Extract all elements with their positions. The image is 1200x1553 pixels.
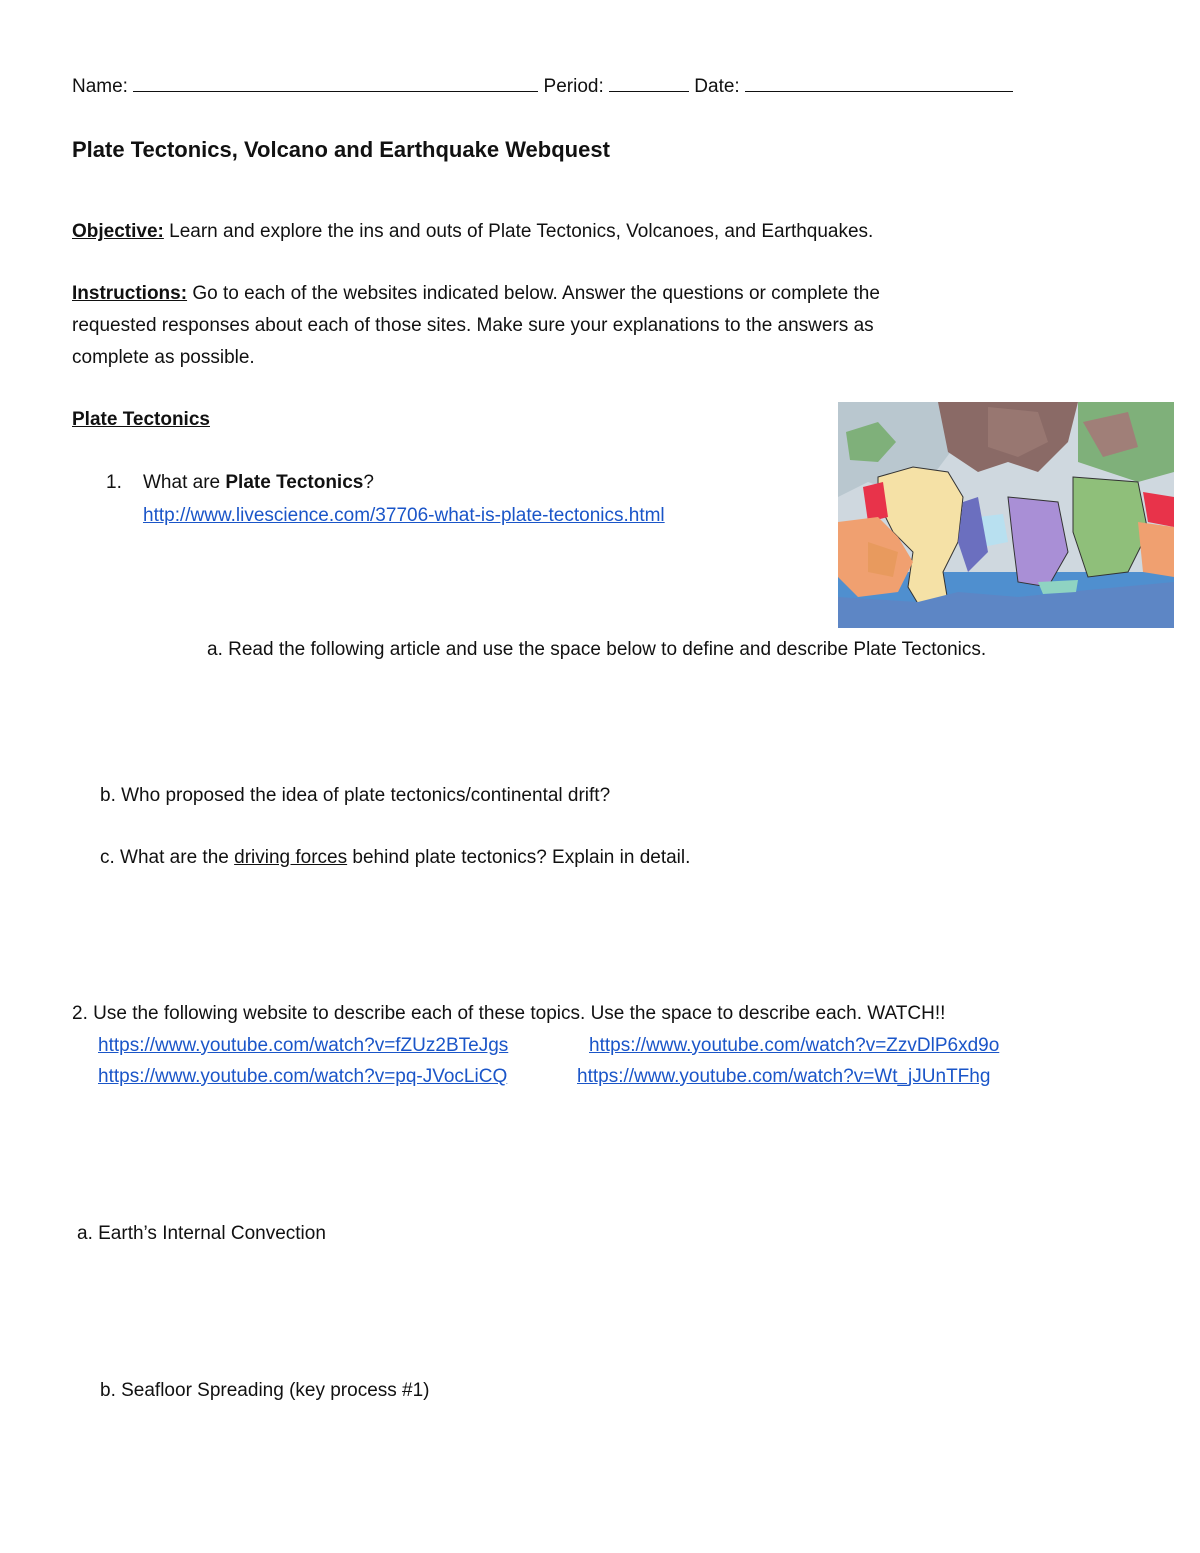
instructions-line-1 <box>72 282 880 306</box>
q1-part-c-pre: c. What are the <box>100 847 235 868</box>
document-title: Plate Tectonics, Volcano and Earthquake Webquest <box>72 137 610 162</box>
instructions-label: Instructions: <box>72 283 188 304</box>
q1-text-post: ? <box>363 472 374 493</box>
q1-text-pre: What are <box>143 472 226 493</box>
section-heading: Plate Tectonics <box>72 409 210 430</box>
date-blank[interactable] <box>745 73 1013 92</box>
name-label: Name: <box>72 76 128 97</box>
q1-part-c-underline: driving forces <box>234 847 348 868</box>
q1-part-a: a. Read the following article and use the space below to define and describe Plate Tectonics. <box>207 639 987 660</box>
q1-part-c-post: behind plate tectonics? Explain in detail. <box>347 847 691 868</box>
objective-label: Objective: <box>72 221 164 242</box>
period-label: Period: <box>543 76 604 97</box>
q2-link-3[interactable]: https://www.youtube.com/watch?v=pq-JVocLiCQ <box>98 1066 508 1087</box>
q2-part-a: a. Earth’s Internal Convection <box>77 1223 326 1244</box>
q1-text-bold: Plate Tectonics <box>225 472 364 493</box>
objective-text: Learn and explore the ins and outs of Plate Tectonics, Volcanoes, and Earthquakes. <box>163 221 874 242</box>
q1-part-c <box>100 846 690 870</box>
name-field-row <box>72 73 1013 99</box>
period-blank[interactable] <box>609 73 689 92</box>
objective-paragraph <box>72 220 873 244</box>
name-blank[interactable] <box>133 73 538 92</box>
q1-part-b: b. Who proposed the idea of plate tectonics/continental drift? <box>100 785 611 806</box>
q2-link-4[interactable]: https://www.youtube.com/watch?v=Wt_jJUnTFhg <box>577 1066 991 1087</box>
instructions-line-3: complete as possible. <box>72 347 255 368</box>
q1-number: 1. <box>106 472 122 493</box>
q2-link-2[interactable]: https://www.youtube.com/watch?v=ZzvDlP6xd9o <box>589 1035 1000 1056</box>
q2-question: 2. Use the following website to describe each of these topics. Use the space to describe each. WATCH!! <box>72 1003 946 1024</box>
instructions-text-1: Go to each of the websites indicated below. Answer the questions or complete the <box>187 283 880 304</box>
q2-part-b: b. Seafloor Spreading (key process #1) <box>100 1380 430 1401</box>
q1-link[interactable]: http://www.livescience.com/37706-what-is-plate-tectonics.html <box>143 505 665 526</box>
instructions-line-2: requested responses about each of those sites. Make sure your explanations to the answers as <box>72 315 874 336</box>
plate-tectonics-map-image <box>838 402 1174 628</box>
date-label: Date: <box>694 76 740 97</box>
q2-link-1[interactable]: https://www.youtube.com/watch?v=fZUz2BTeJgs <box>98 1035 509 1056</box>
q1-question <box>143 471 374 495</box>
plate-map-svg <box>838 402 1174 628</box>
